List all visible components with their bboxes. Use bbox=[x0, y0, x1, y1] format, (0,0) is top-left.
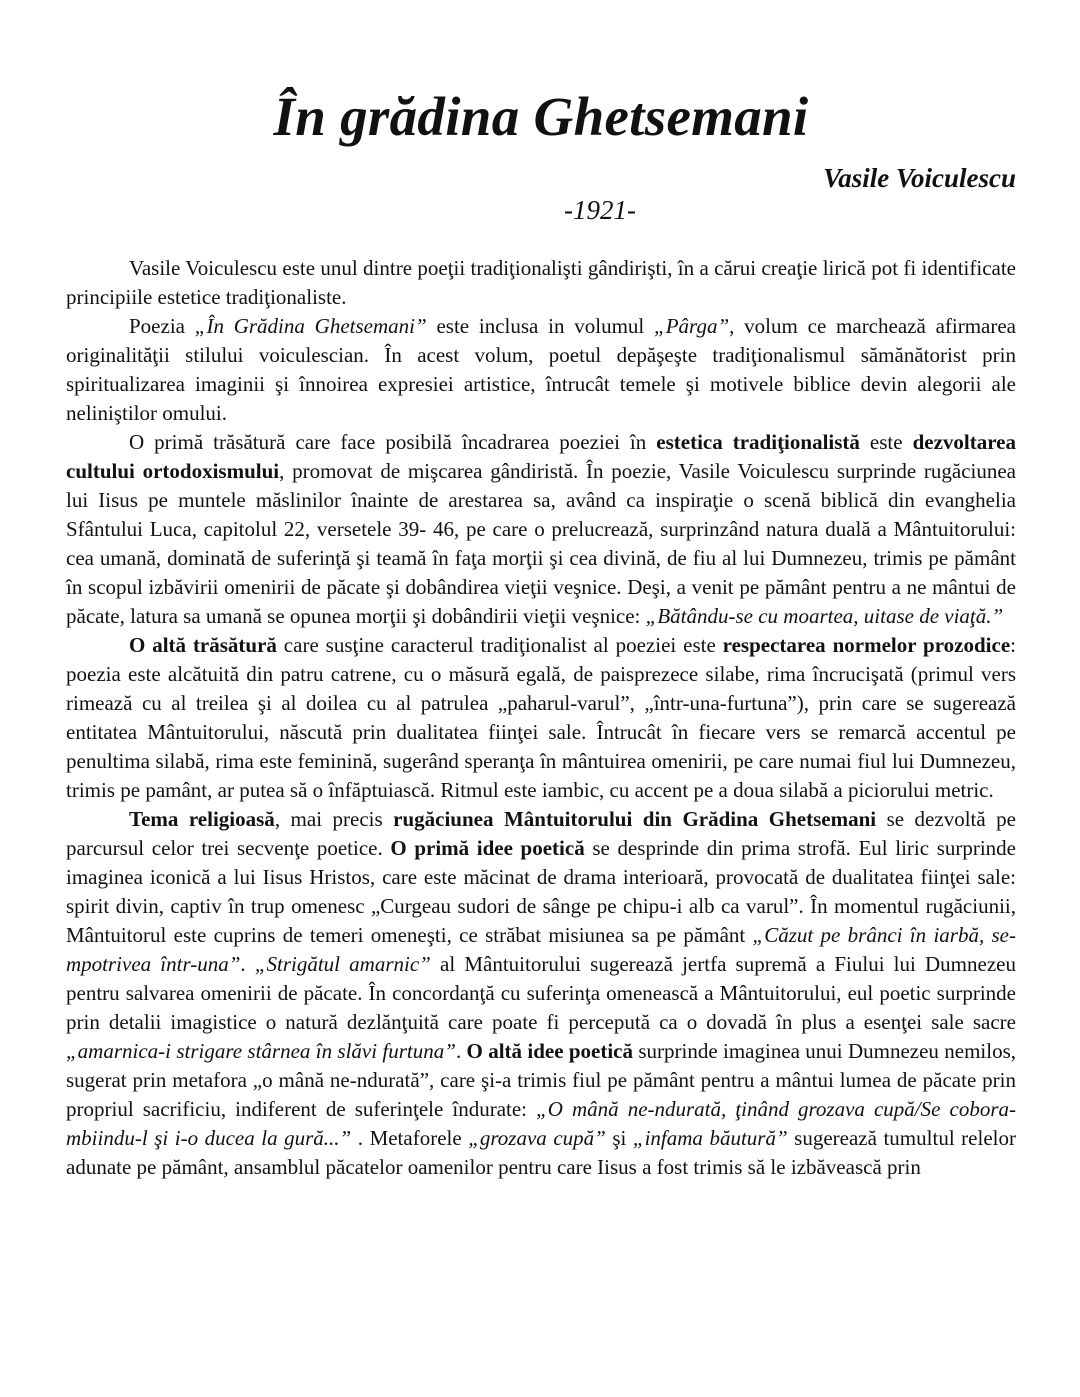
paragraph: Vasile Voiculescu este unul dintre poeţii tradiţionalişti gândirişti, în a cărui creaţie lirică pot fi identificate principiile estetice tradiţionaliste. bbox=[66, 256, 1016, 309]
bold-phrase: dezvoltarea cultului ortodoxismului bbox=[66, 430, 1016, 483]
quoted-phrase: „grozava cupă” bbox=[468, 1126, 606, 1150]
bold-phrase: O altă trăsătură bbox=[129, 633, 277, 657]
paragraph: Poezia „În Grădina Ghetsemani” este inclusa in volumul „Pârga”, volum ce marchează afirmarea originalităţii stilului voiculescian. În acest volum, poetul depăşeşte tradiţionalismul sămănătorist prin spiritualizarea imaginii şi înnoirea expresiei artistice, întrucât temele şi motivele biblice devin alegorii ale neliniştilor omului. bbox=[66, 314, 1016, 425]
bold-phrase: estetica tradiţionalistă bbox=[656, 430, 860, 454]
quoted-phrase: „Strigătul amarnic” bbox=[254, 952, 431, 976]
quoted-phrase: „Bătându-se cu moartea, uitase de viaţă.” bbox=[645, 604, 1004, 628]
paragraph: O primă trăsătură care face posibilă încadrarea poeziei în estetica tradiţionalistă este dezvoltarea cultului ortodoxismului, promovat de mişcarea gândiristă. În poezie, Vasile Voiculescu surprinde rugăciunea lui Iisus pe muntele măslinilor înainte de arestarea sa, având ca inspiraţie o scenă biblică din evanghelia Sfântului Luca, capitolul 22, versetele 39- 46, pe care o prelucrează, surprinzând natura duală a Mântuitorului: cea umană, dominată de suferinţă şi teamă în faţa morţii şi cea divină, de fiu al lui Dumnezeu, trimis pe pământ în scopul izbăvirii omenirii de păcate şi dobândirea vieţii veşnice. Deşi, a venit pe pământ pentru a ne mântui de păcate, latura sa umană se opunea morţii şi dobândirii vieţii veşnice: „Bătându-se cu moartea, uitase de viaţă.” bbox=[66, 430, 1016, 628]
essay-body bbox=[66, 254, 1016, 1182]
bold-phrase: O primă idee poetică bbox=[390, 836, 585, 860]
bold-phrase: O altă idee poetică bbox=[466, 1039, 634, 1063]
quoted-phrase: „Căzut pe brânci în iarbă, se-mpotrivea într-una” bbox=[66, 923, 1016, 976]
bold-phrase: respectarea normelor prozodice bbox=[722, 633, 1011, 657]
author-name: Vasile Voiculescu bbox=[823, 163, 1016, 193]
publication-year: -1921- bbox=[564, 195, 636, 225]
quoted-phrase: „Pârga” bbox=[654, 314, 730, 338]
document-title: În grădina Ghetsemani bbox=[273, 86, 809, 147]
paragraph: Tema religioasă, mai precis rugăciunea Mântuitorului din Grădina Ghetsemani se dezvoltă pe parcursul celor trei secvenţe poetice. O primă idee poetică se desprinde din prima strofă. Eul liric surprinde imaginea iconică a lui Iisus Hristos, care este măcinat de drama interioară, provocată de dualitatea fiinţei sale: spirit divin, captiv în trup omenesc „Curgeau sudori de sânge pe chipu-i alb ca varul”. În momentul rugăciunii, Mântuitorul este cuprins de temeri omeneşti, ce străbat misiunea sa pe pământ „Căzut pe brânci în iarbă, se-mpotrivea într-una”. „Strigătul amarnic” al Mântuitorului sugerează jertfa supremă a Fiului lui Dumnezeu pentru salvarea omenirii de păcate. În concordanţă cu suferinţa omenească a Mântuitorului, eul poetic surprinde prin detalii imagistice o natură dezlănţuită care poate fi percepută ca o dovadă în plus a esenţei sale sacre „amarnica-i strigare stârnea în slăvi furtuna”. O altă idee poetică surprinde imaginea unui Dumnezeu nemilos, sugerat prin metafora „o mână ne-ndurată”, care şi-a trimis fiul pe pământ pentru a mântui lumea de păcate prin propriul sacrificiu, indiferent de suferinţele îndurate: „O mână ne-ndurată, ţinând grozava cupă/Se cobora-mbiindu-l şi i-o ducea la gură...” . Metaforele „grozava cupă” şi „infama băutură” sugerează tumultul relelor adunate pe pământ, ansamblul păcatelor oamenilor pentru care Iisus a fost trimis să le izbăvească prin bbox=[66, 807, 1017, 1179]
quoted-phrase: „infama băutură” bbox=[632, 1126, 788, 1150]
bold-phrase: Tema religioasă bbox=[129, 807, 275, 831]
quoted-phrase: „În Grădina Ghetsemani” bbox=[194, 314, 427, 338]
quoted-phrase: „O mână ne-ndurată, ţinând grozava cupă/Se cobora-mbiindu-l şi i-o ducea la gură...” bbox=[66, 1097, 1016, 1150]
paragraph: O altă trăsătură care susţine caracterul tradiţionalist al poeziei este respectarea normelor prozodice: poezia este alcătuită din patru catrene, cu o măsură egală, de paisprezece silabe, rima încrucişată (primul vers rimează cu al treilea şi al doilea cu al patrulea „paharul-varul”, „într-una-furtuna”), prin care se sugerează entitatea Mântuitorului, născută prin dualitatea fiinţei sale. Întrucât în fiecare vers se remarcă accentul pe penultima silabă, rima este feminină, sugerând speranţa în mântuirea omenirii, pe care numai fiul lui Dumnezeu, trimis pe pamânt, ar putea să o înfăptuiască. Ritmul este iambic, cu accent pe a doua silabă a piciorului metric. bbox=[66, 633, 1016, 802]
bold-phrase: rugăciunea Mântuitorului din Grădina Ghetsemani bbox=[393, 807, 877, 831]
document-page bbox=[66, 0, 1016, 1397]
quoted-phrase: „amarnica-i strigare stârnea în slăvi furtuna” bbox=[66, 1039, 456, 1063]
